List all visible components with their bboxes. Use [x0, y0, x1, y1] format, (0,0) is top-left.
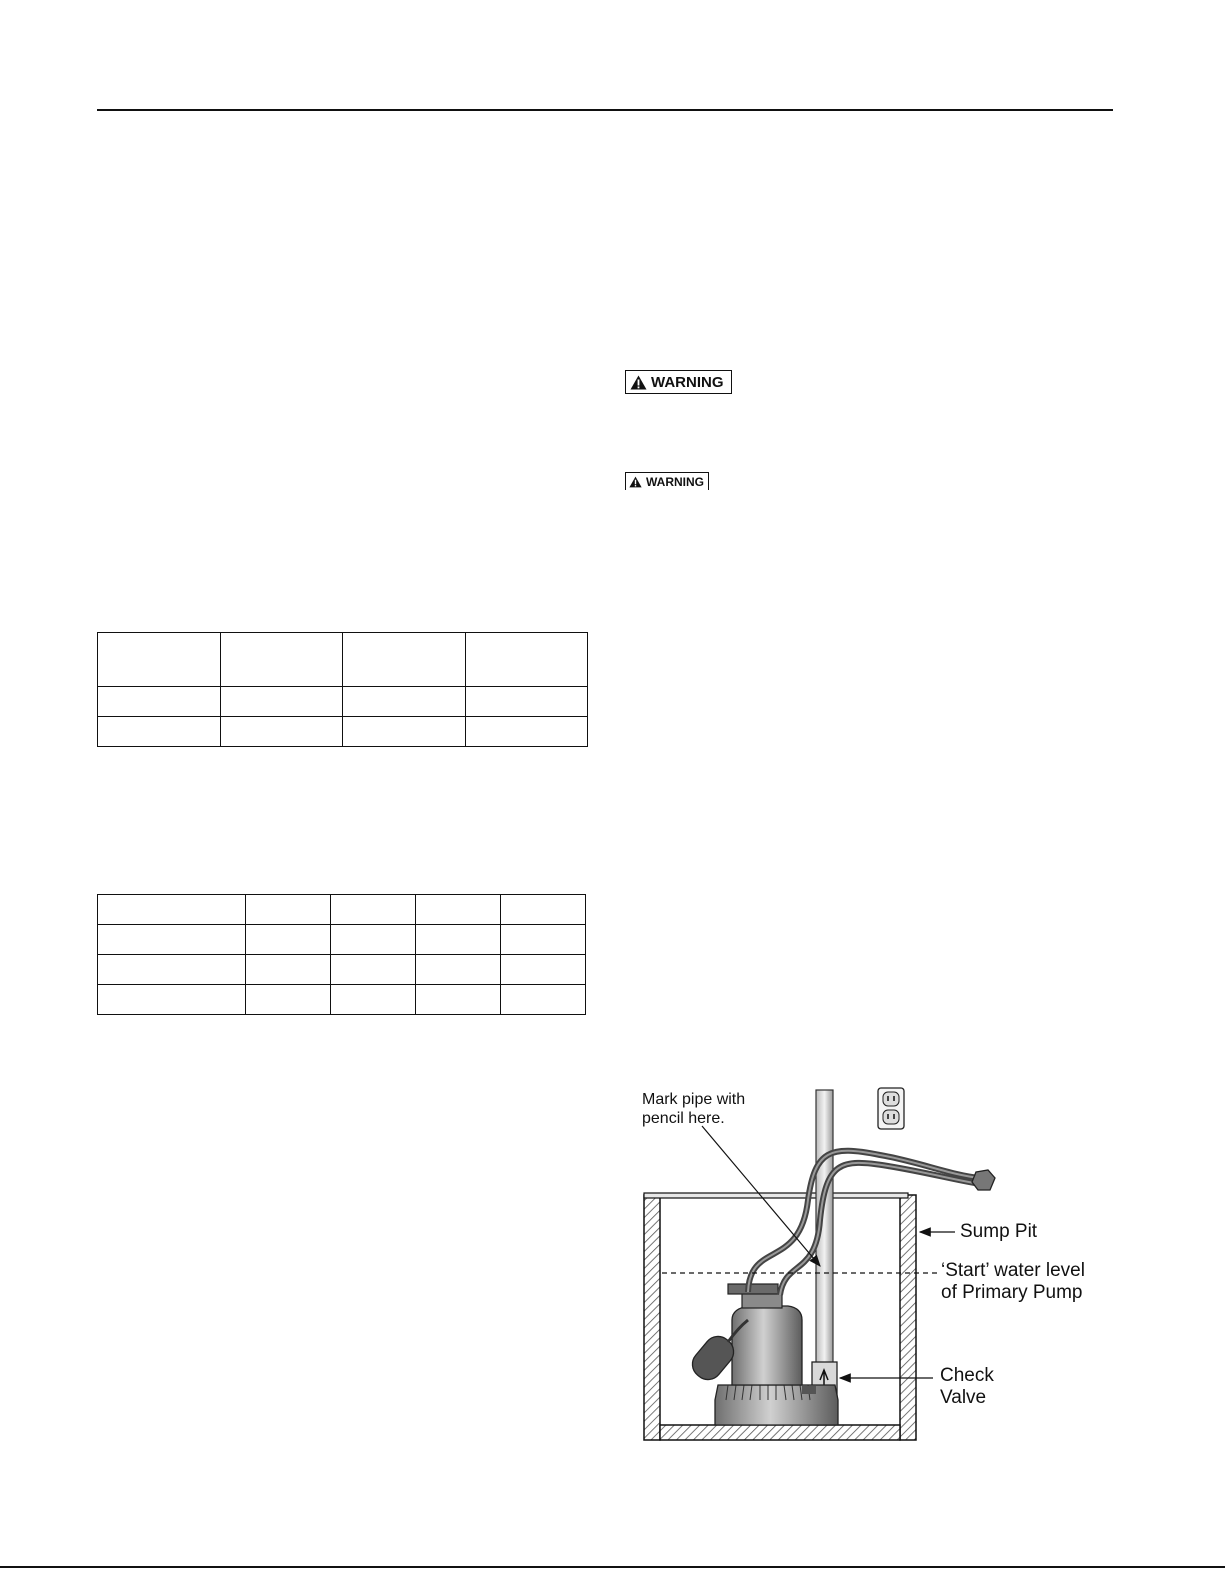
label-line: pencil here.: [642, 1110, 725, 1127]
table-cell: [331, 925, 416, 955]
electrical-outlet-icon: [878, 1088, 904, 1129]
table-cell: [98, 717, 221, 747]
table-cell: [98, 955, 246, 985]
warning-badge: [625, 370, 732, 394]
table-cell: [220, 687, 343, 717]
table-cell: [98, 687, 221, 717]
table-row: [98, 717, 588, 747]
table-cell: [98, 895, 246, 925]
table-cell: [343, 717, 466, 747]
header-rule: [97, 109, 1113, 111]
pit-rim: [644, 1193, 908, 1198]
table-cell: [331, 895, 416, 925]
table-cell: [98, 925, 246, 955]
table-cell: [98, 985, 246, 1015]
table-row: [98, 925, 586, 955]
table-cell: [465, 633, 588, 687]
table-row: [98, 985, 586, 1015]
table-cell: [416, 955, 501, 985]
table-cell: [465, 717, 588, 747]
table-cell: [343, 633, 466, 687]
table-cell: [416, 925, 501, 955]
hose-fitting-icon: [972, 1170, 995, 1190]
table-cell: [416, 895, 501, 925]
check-valve-label: [940, 1365, 994, 1409]
table-cell: [331, 985, 416, 1015]
table-cell: [465, 687, 588, 717]
table-cell: [98, 633, 221, 687]
warning-label: WARNING: [646, 474, 704, 489]
table-cell: [246, 895, 331, 925]
warning-badge: [625, 472, 709, 490]
table-cell: [331, 955, 416, 985]
table-cell: [246, 985, 331, 1015]
pit-floor: [660, 1425, 900, 1440]
label-line: Check: [940, 1365, 994, 1386]
table-cell: [501, 895, 586, 925]
sump-pit-diagram: [620, 1080, 1120, 1450]
label-line: Mark pipe with: [642, 1091, 746, 1108]
table-cell: [343, 687, 466, 717]
table-row: [98, 633, 588, 687]
pit-wall-right: [900, 1195, 916, 1440]
table-cell: [501, 925, 586, 955]
table-cell: [501, 985, 586, 1015]
start-water-level-label: [941, 1260, 1085, 1304]
label-line: ‘Start’ water level: [941, 1260, 1085, 1281]
pit-wall-left: [644, 1195, 660, 1440]
table-cell: [416, 985, 501, 1015]
table-cell: [246, 955, 331, 985]
table-row: [98, 895, 586, 925]
table-row: [98, 687, 588, 717]
table-row: [98, 955, 586, 985]
table-cell: [220, 717, 343, 747]
specs-table: [97, 632, 588, 747]
label-line: of Primary Pump: [941, 1282, 1083, 1303]
mark-pipe-label: [642, 1090, 745, 1128]
warning-label: WARNING: [651, 373, 724, 391]
table-cell: [220, 633, 343, 687]
table-cell: [246, 925, 331, 955]
warning-triangle-icon: [630, 375, 647, 390]
warning-triangle-icon: [629, 476, 642, 488]
performance-table: [97, 894, 586, 1015]
label-line: Valve: [940, 1387, 987, 1408]
footer-rule: [0, 1566, 1225, 1568]
sump-pit-label: Sump Pit: [960, 1221, 1038, 1242]
table-cell: [501, 955, 586, 985]
pump-body: [732, 1306, 802, 1385]
